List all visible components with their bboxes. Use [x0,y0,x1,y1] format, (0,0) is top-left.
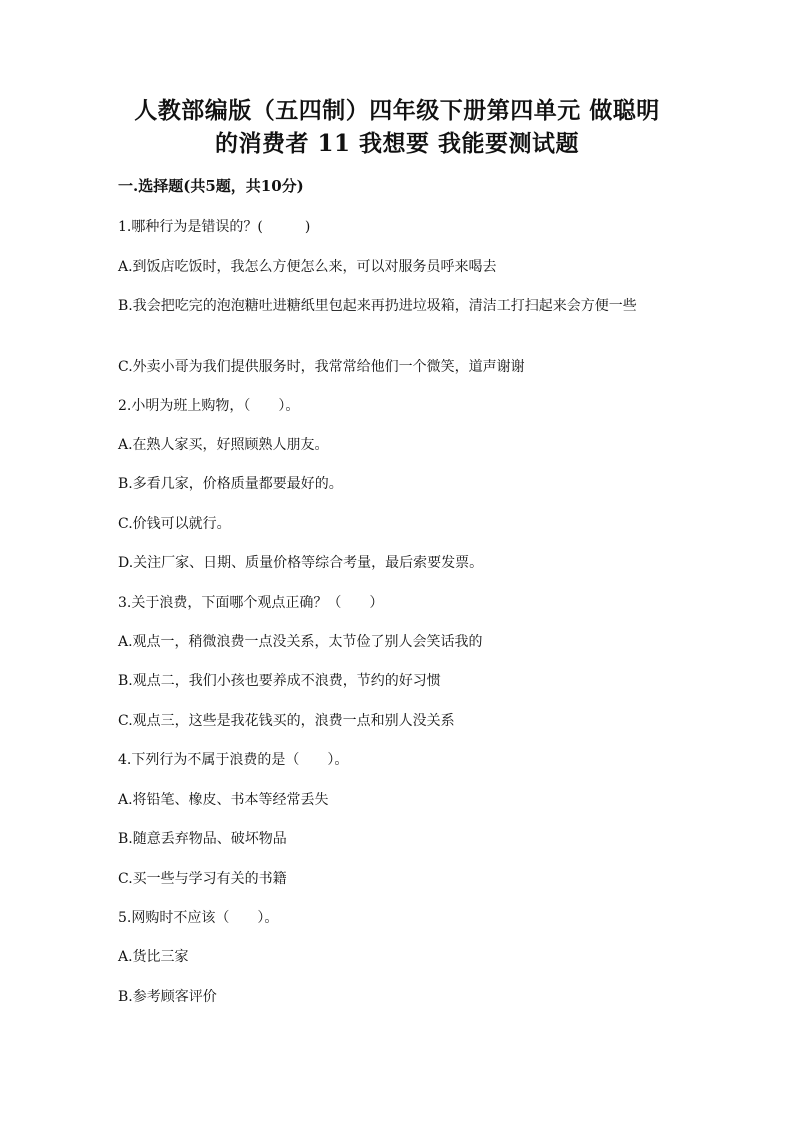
question-4-option-c: C.买一些与学习有关的书籍 [118,871,287,887]
question-1-option-c: C.外卖小哥为我们提供服务时，我常常给他们一个微笑，道声谢谢 [118,359,525,375]
question-2-option-c: C.价钱可以就行。 [118,516,231,532]
question-2-stem: 2.小明为班上购物，（ ）。 [118,398,300,414]
question-2-option-b: B.多看几家，价格质量都要最好的。 [118,476,343,492]
question-3-option-a: A.观点一，稍微浪费一点没关系，太节俭了别人会笑话我的 [118,634,483,650]
question-5-option-a: A.货比三家 [118,949,189,965]
question-1-option-b: B.我会把吃完的泡泡糖吐进糖纸里包起来再扔进垃圾箱，清洁工打扫起来会方便一些 [118,298,637,314]
question-5-option-b: B.参考顾客评价 [118,989,217,1005]
question-4-stem: 4.下列行为不属于浪费的是（ ）。 [118,752,349,768]
document-title-line-2: 的消费者 11 我想要 我能要测试题 [214,130,580,157]
question-2-option-a: A.在熟人家买，好照顾熟人朋友。 [118,437,329,453]
question-4-option-a: A.将铅笔、橡皮、书本等经常丢失 [118,792,329,808]
question-1-stem: 1.哪种行为是错误的？( ) [118,219,311,235]
section-heading: 一.选择题(共5题，共10分) [118,177,304,195]
question-5-stem: 5.网购时不应该（ ）。 [118,910,279,926]
question-3-stem: 3.关于浪费，下面哪个观点正确？（ ） [118,595,384,611]
document-title-line-1: 人教部编版（五四制）四年级下册第四单元 做聪明 [134,97,660,124]
question-1-option-a: A.到饭店吃饭时，我怎么方便怎么来，可以对服务员呼来喝去 [118,259,497,275]
question-4-option-b: B.随意丢弃物品、破坏物品 [118,831,287,847]
question-3-option-b: B.观点二，我们小孩也要养成不浪费，节约的好习惯 [118,673,441,689]
question-3-option-c: C.观点三，这些是我花钱买的，浪费一点和别人没关系 [118,713,455,729]
question-2-option-d: D.关注厂家、日期、质量价格等综合考量，最后索要发票。 [118,555,484,571]
